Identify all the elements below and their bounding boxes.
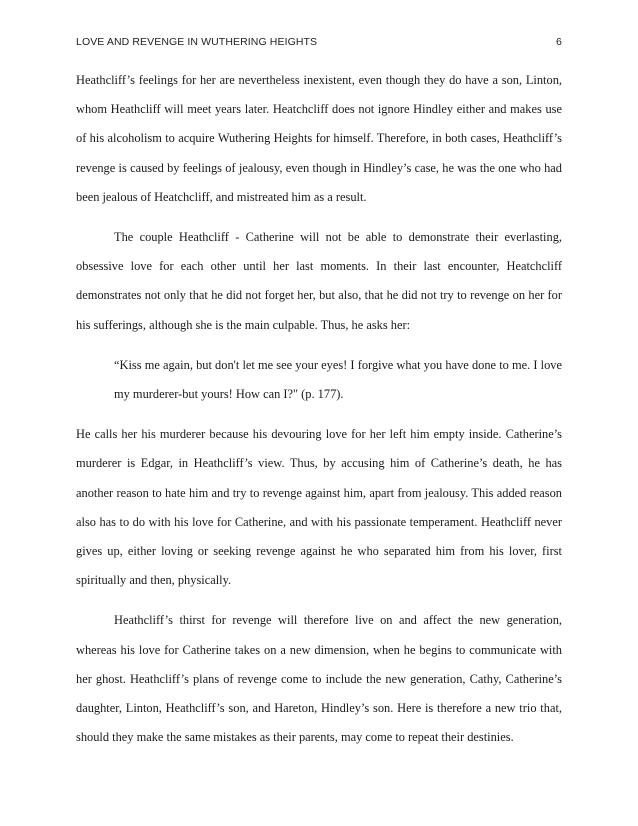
- paragraph-spacer: [76, 409, 562, 420]
- block-quote: “Kiss me again, but don't let me see your eyes! I forgive what you have done to me. I love my murderer-but yours! How can I?" (p. 177).: [114, 357, 562, 402]
- paragraph-couple: The couple Heathcliff - Catherine will not be able to demonstrate their everlasting, obsessive love for each other until her last moments. In their last encounter, Heatchcliff demonstrates not only that he did not forget her, but also, that he did not try to revenge on her for his sufferings, although she is the main culpable. Thus, he asks her:: [76, 230, 562, 332]
- paragraph-murderer: He calls her his murderer because his devouring love for her left him empty inside. Catherine’s murderer is Edgar, in Heathcliff’s view. Thus, by accusing him of Catherine’s death, he has another reason to hate him and try to revenge against him, apart from jealousy. This added reason also has to do with his love for Catherine, and with his passionate temperament. Heathcliff never gives up, either loving or seeking revenge against he who separated him from his lover, first spiritually and then, physically.: [76, 427, 562, 588]
- paragraph-spacer: [76, 212, 562, 223]
- paragraph-continued: Heathcliff’s feelings for her are nevertheless inexistent, even though they do have a son, Linton, whom Heathcliff will meet years later. Heatchcliff does not ignore Hindley either and makes use of his alcoholism to acquire Wuthering Heights for himself. Therefore, in both cases, Heathcliff’s revenge is caused by feelings of jealousy, even though in Hindley’s case, he was the one who had been jealous of Heatchcliff, and mistreated him as a result.: [76, 73, 562, 204]
- paragraph-spacer: [76, 595, 562, 606]
- page-number: 6: [556, 36, 562, 48]
- document-body: [76, 66, 562, 752]
- paragraph-revenge: Heathcliff’s thirst for revenge will therefore live on and affect the new generation, whereas his love for Catherine takes on a new dimension, when he begins to communicate with her ghost. Heathcliff’s plans of revenge come to include the new generation, Cathy, Catherine’s daughter, Linton, Heathcliff’s son, and Hareton, Hindley’s son. Here is therefore a new trio that, should they make the same mistakes as their parents, may come to repeat their destinies.: [76, 613, 562, 745]
- running-header: [76, 36, 562, 52]
- header-title: LOVE AND REVENGE IN WUTHERING HEIGHTS: [76, 36, 318, 48]
- paragraph-spacer: [76, 340, 562, 351]
